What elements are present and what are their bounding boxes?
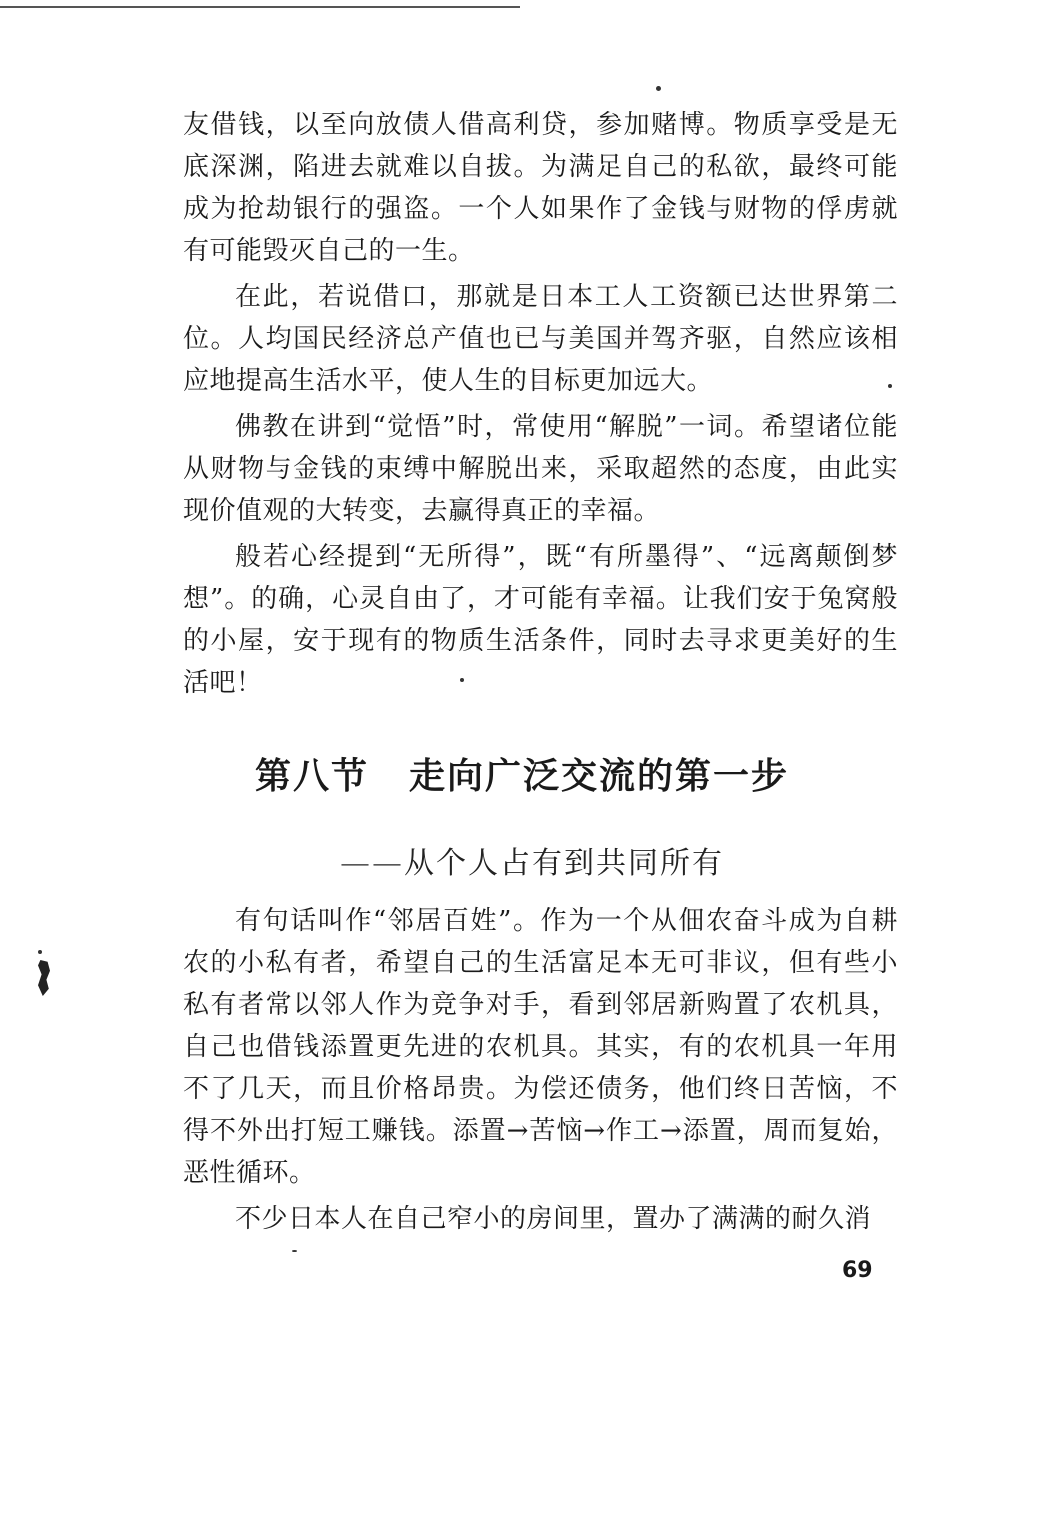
paragraph-neighbors: 有句话叫作“邻居百姓”。作为一个从佃农奋斗成为自耕农的小私有者，希望自己的生活富足本无可非议，但有些小私有者常以邻人作为竞争对手，看到邻居新购置了农机具，自己也借钱添置更先进的农机具。其实，有的农机具一年用不了几天，而且价格昂贵。为偿还债务，他们终日苦恼，不得不外出打短工赚钱。添置→苦恼→作工→添置，周而复始，恶性循环。: [183, 906, 898, 1188]
top-rule: [0, 6, 520, 8]
text-block-top: [183, 104, 898, 704]
paragraph-buddhism: 佛教在讲到“觉悟”时，常使用“解脱”一词。希望诸位能从财物与金钱的束缚中解脱出来，采取超然的态度，由此实现价值观的大转变，去赢得真正的幸福。: [183, 412, 898, 526]
paragraph-continued: 友借钱，以至向放债人借高利贷，参加赌博。物质享受是无底深渊，陷进去就难以自拔。为满足自己的私欲，最终可能成为抢劫银行的强盗。一个人如果作了金钱与财物的俘虏就有可能毁灭自己的一生。: [183, 110, 898, 266]
page-number: 69: [842, 1258, 873, 1283]
scan-speck: [888, 384, 892, 388]
scan-speck: [460, 678, 464, 682]
text-block-bottom: [183, 900, 898, 1240]
section-heading: [0, 748, 1044, 799]
scan-speck: [38, 950, 42, 954]
section-number: 第八节: [254, 756, 369, 797]
margin-ink-mark: [38, 960, 50, 996]
paragraph-excuse: 在此，若说借口，那就是日本工人工资额已达世界第二位。人均国民经济总产值也已与美国并驾齐驱，自然应该相应地提高生活水平，使人生的目标更加远大。: [183, 282, 898, 396]
paragraph-japanese-rooms: 不少日本人在自己窄小的房间里，置办了满满的耐久消: [235, 1204, 872, 1234]
section-subtitle: ——从个人占有到共同所有: [340, 846, 724, 881]
scan-speck: [292, 1250, 297, 1252]
section-title: 走向广泛交流的第一步: [409, 756, 790, 797]
scan-speck: [656, 86, 661, 91]
paragraph-heart-sutra: 般若心经提到“无所得”，既“有所墨得”、“远离颠倒梦想”。的确，心灵自由了，才可能有幸福。让我们安于兔窝般的小屋，安于现有的物质生活条件，同时去寻求更美好的生活吧！: [183, 542, 898, 698]
